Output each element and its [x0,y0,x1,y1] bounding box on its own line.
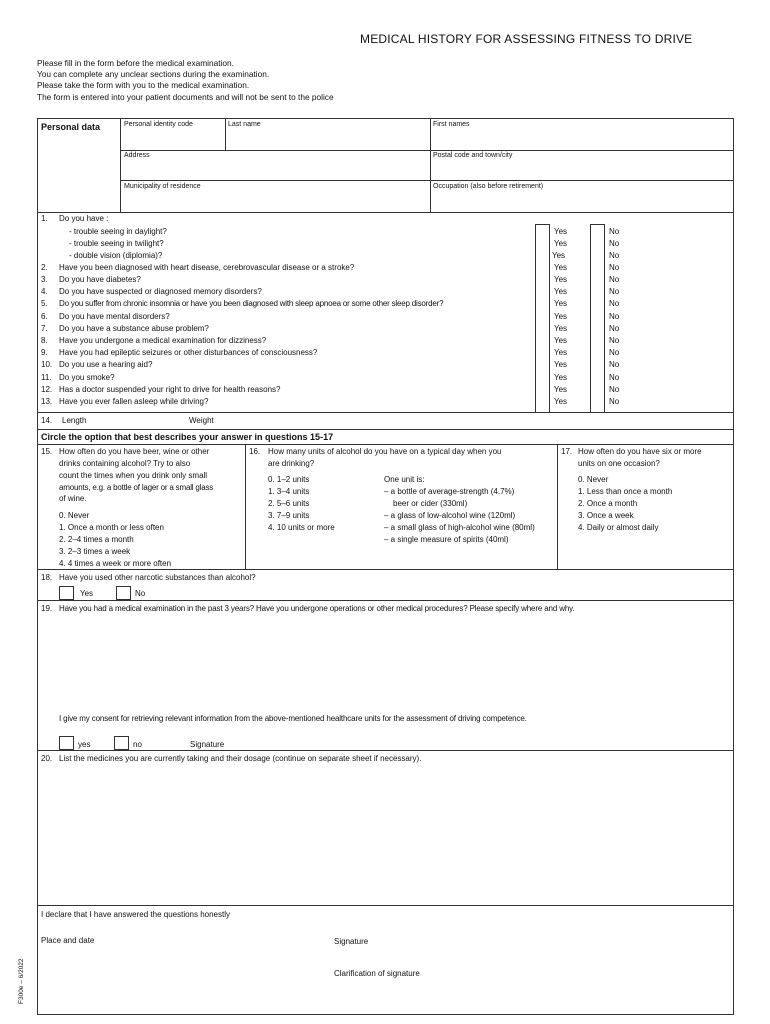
instruction-line: You can complete any unclear sections during the examination. [37,69,270,80]
q15-line: of wine. [59,494,87,503]
yes-checkbox[interactable]: Yes [554,397,568,406]
question-number: 14. [41,416,53,425]
q17-option[interactable]: 1. Less than once a month [578,487,673,496]
unit-line: – a single measure of spirits (40ml) [384,535,509,544]
q18-yes-checkbox[interactable] [59,586,74,600]
identity-code-field[interactable]: Personal identity code [124,121,193,128]
postal-field[interactable]: Postal code and town/city [433,152,513,159]
q1-sub-double-vision: - double vision (diplomia)? [69,251,163,260]
divider [245,444,246,569]
yes-checkbox[interactable]: Yes [554,348,568,357]
unit-heading: One unit is: [384,475,425,484]
no-checkbox[interactable]: No [609,239,620,248]
yes-checkbox[interactable]: Yes [554,385,568,394]
q16-option[interactable]: 3. 7–9 units [268,511,310,520]
question-text: Have you ever fallen asleep while driving? [59,397,209,406]
signature-field[interactable]: Signature [334,937,369,946]
question-text: Have you had a medical examination in the past 3 years? Have you undergone operations or other medical procedures? Please specify where and why. [59,604,575,613]
yes-checkbox[interactable]: Yes [554,299,568,308]
divider [557,444,558,569]
q18-no-checkbox[interactable] [116,586,131,600]
question-text: Do you smoke? [59,373,115,382]
consent-yes-label: yes [78,740,91,749]
length-field[interactable]: Length [62,416,87,425]
weight-field[interactable]: Weight [189,416,214,425]
no-checkbox[interactable]: No [609,373,620,382]
declaration: I declare that I have answered the questions honestly [41,910,231,919]
q15-line: count the times when you drink only small [59,471,208,480]
unit-line: beer or cider (330ml) [393,499,468,508]
q18-yes-label: Yes [80,589,94,598]
q18-no-label: No [135,589,146,598]
question-text: Do you have suspected or diagnosed memory disorders? [59,287,262,296]
question-number: 3. [41,275,48,284]
divider [604,224,605,412]
question-number: 1. [41,214,48,223]
divider [549,224,550,412]
no-checkbox[interactable]: No [609,336,620,345]
q17-line: How often do you have six or more [578,447,702,456]
yes-checkbox[interactable]: Yes [554,263,568,272]
q16-option[interactable]: 0. 1–2 units [268,475,310,484]
question-number: 8. [41,336,48,345]
divider [37,429,734,430]
divider [225,118,226,150]
consent-signature-label: Signature [190,740,225,749]
instruction-line: The form is entered into your patient documents and will not be sent to the police [37,91,334,102]
yes-checkbox[interactable]: Yes [554,239,568,248]
question-number: 5. [41,299,48,308]
divider [37,212,734,213]
no-checkbox[interactable]: No [609,385,620,394]
question-text: Do you have : [59,214,109,223]
divider [590,224,591,412]
no-checkbox[interactable]: No [609,251,620,260]
divider [37,905,734,906]
yes-checkbox[interactable]: Yes [554,324,568,333]
question-text: Have you had epileptic seizures or other disturbances of consciousness? [59,348,318,357]
q1-sub-daylight: - trouble seeing in daylight? [69,227,167,236]
yes-checkbox[interactable]: Yes [554,227,568,236]
question-text: Do you have mental disorders? [59,312,170,321]
first-names-field[interactable]: First names [433,121,470,128]
q15-option[interactable]: 4. 4 times a week or more often [59,559,172,568]
yes-checkbox[interactable]: Yes [554,336,568,345]
question-text: Have you been diagnosed with heart disease, cerebrovascular disease or a stroke? [59,263,355,272]
yes-checkbox[interactable]: Yes [554,287,568,296]
question-number: 10. [41,360,53,369]
q17-option[interactable]: 0. Never [578,475,609,484]
divider [590,224,604,225]
last-name-field[interactable]: Last name [228,121,261,128]
question-text: Do you suffer from chronic insomnia or have you been diagnosed with sleep apnoea or some other sleep disorder? [59,299,444,308]
q17-option[interactable]: 3. Once a week [578,511,634,520]
question-number: 7. [41,324,48,333]
circle-instruction: Circle the option that best describes your answer in questions 15-17 [41,432,334,442]
q15-option[interactable]: 0. Never [59,511,90,520]
unit-line: – a glass of low-alcohol wine (120ml) [384,511,516,520]
q1-sub-twilight: - trouble seeing in twilight? [69,239,164,248]
municipality-field[interactable]: Municipality of residence [124,183,201,190]
question-number: 20. [41,754,53,763]
question-number: 17. [561,447,573,456]
no-checkbox[interactable]: No [609,227,620,236]
question-text: List the medicines you are currently taking and their dosage (continue on separate sheet if necessary). [59,754,422,763]
q15-option[interactable]: 2. 2–4 times a month [59,535,134,544]
divider [37,750,734,751]
divider [120,180,734,181]
q15-option[interactable]: 1. Once a month or less often [59,523,164,532]
no-checkbox[interactable]: No [609,324,620,333]
consent-no-checkbox[interactable] [114,736,129,750]
q17-line: units on one occasion? [578,459,660,468]
question-number: 18. [41,573,53,582]
q15-line: drinks containing alcohol? Try to also [59,459,191,468]
q15-line: amounts, e.g. a bottle of lager or a small glass [59,483,214,492]
yes-checkbox[interactable]: Yes [554,360,568,369]
q17-option[interactable]: 2. Once a month [578,499,638,508]
no-checkbox[interactable]: No [609,287,620,296]
instructions [37,58,637,103]
divider [430,118,431,212]
question-number: 9. [41,348,48,357]
yes-checkbox[interactable]: Yes [554,275,568,284]
consent-yes-checkbox[interactable] [59,736,74,750]
place-date-field[interactable]: Place and date [41,936,95,945]
instruction-line: Please take the form with you to the medical examination. [37,80,250,91]
form-title: MEDICAL HISTORY FOR ASSESSING FITNESS TO DRIVE [360,32,693,46]
question-number: 15. [41,447,53,456]
question-number: 6. [41,312,48,321]
q16-option[interactable]: 1. 3–4 units [268,487,310,496]
question-number: 13. [41,397,53,406]
form-code: F300e – 6/2022 [18,958,25,1004]
no-checkbox[interactable]: No [609,348,620,357]
question-number: 2. [41,263,48,272]
consent-no-label: no [133,740,142,749]
unit-line: – a small glass of high-alcohol wine (80ml) [384,523,535,532]
address-field[interactable]: Address [124,152,150,159]
no-checkbox[interactable]: No [609,263,620,272]
divider [37,444,734,445]
no-checkbox[interactable]: No [609,397,620,406]
instruction-line: Please fill in the form before the medical examination. [37,58,234,68]
divider [120,118,121,212]
question-text: Have you used other narcotic substances than alcohol? [59,573,256,582]
divider [535,224,549,225]
divider [37,412,734,413]
yes-checkbox[interactable]: Yes [554,312,568,321]
no-checkbox[interactable]: No [609,360,620,369]
divider [37,569,734,570]
occupation-field[interactable]: Occupation (also before retirement) [433,183,544,190]
q16-line: How many units of alcohol do you have on a typical day when you [268,447,502,456]
question-text: Do you have a substance abuse problem? [59,324,209,333]
consent-text: I give my consent for retrieving relevant information from the above-mentioned healthcare units for the assessment of driving competence. [59,714,527,723]
q16-option[interactable]: 4. 10 units or more [268,523,335,532]
question-text: Have you undergone a medical examination for dizziness? [59,336,267,345]
no-checkbox[interactable]: No [609,312,620,321]
divider [535,224,536,412]
no-checkbox[interactable]: No [609,299,620,308]
q16-line: are drinking? [268,459,315,468]
divider [120,150,734,151]
yes-checkbox[interactable]: Yes [552,251,566,260]
q15-line: How often do you have beer, wine or other [59,447,210,456]
question-number: 11. [41,373,52,382]
divider [37,600,734,601]
question-text: Has a doctor suspended your right to drive for health reasons? [59,385,281,394]
unit-line: – a bottle of average-strength (4.7%) [384,487,515,496]
question-text: Do you use a hearing aid? [59,360,153,369]
no-checkbox[interactable]: No [609,275,620,284]
question-number: 19. [41,604,53,613]
personal-data-heading: Personal data [41,122,101,132]
q15-option[interactable]: 3. 2–3 times a week [59,547,131,556]
q17-option[interactable]: 4. Daily or almost daily [578,523,659,532]
q16-option[interactable]: 2. 5–6 units [268,499,310,508]
question-number: 12. [41,385,53,394]
question-text: Do you have diabetes? [59,275,141,284]
question-number: 16. [249,447,261,456]
question-number: 4. [41,287,48,296]
yes-checkbox[interactable]: Yes [554,373,568,382]
clarification-field[interactable]: Clarification of signature [334,969,420,978]
